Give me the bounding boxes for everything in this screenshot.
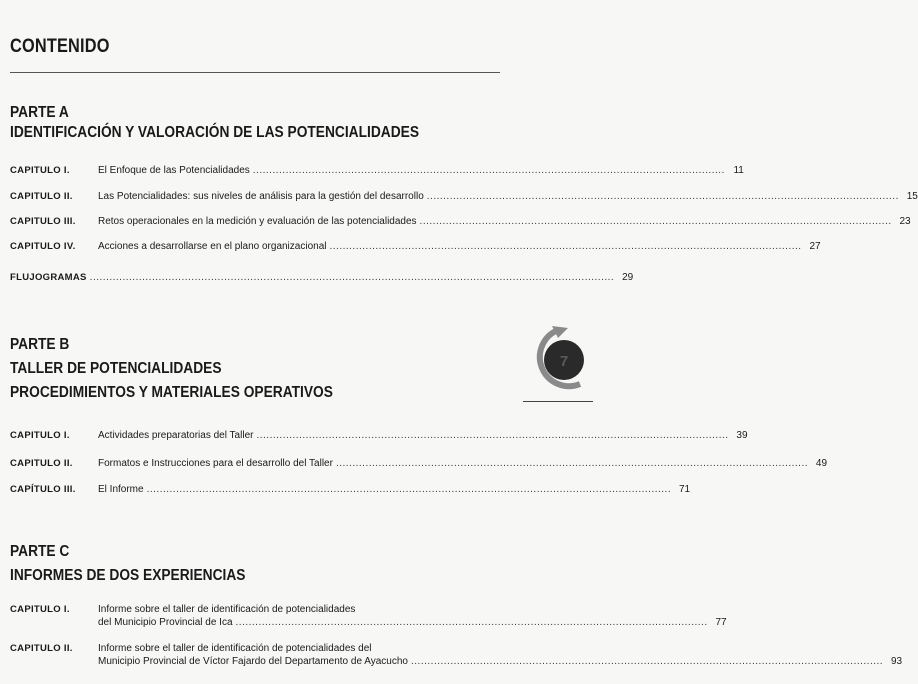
dot-leader: ................................................................................................................................................: [335, 458, 809, 469]
entry-title: Las Potencialidades: sus niveles de análisis para la gestión del desarrollo: [98, 191, 424, 202]
toc-entry[interactable]: [10, 215, 911, 228]
entry-label: CAPITULO III.: [10, 216, 76, 227]
dot-leader: ................................................................................................................................................: [252, 165, 725, 176]
toc-entry[interactable]: [10, 457, 828, 470]
entry-title: Retos operacionales en la medición y evaluación de las potencialidades: [98, 216, 417, 227]
dot-leader: ................................................................................................................................................................: [89, 272, 615, 283]
part-b-subtitle: PROCEDIMIENTOS Y MATERIALES OPERATIVOS: [10, 384, 333, 401]
entry-title-line1: Informe sobre el taller de identificación de potencialidades: [98, 604, 356, 615]
dot-leader: ................................................................................................................................................: [256, 430, 729, 441]
toc-entry[interactable]: [10, 603, 727, 629]
dot-leader: ................................................................................................................................................: [329, 241, 802, 252]
entry-label: CAPITULO I.: [10, 604, 70, 615]
entry-label: CAPITULO IV.: [10, 241, 76, 252]
toc-entry[interactable]: [10, 429, 748, 442]
entry-title: El Informe: [98, 484, 144, 495]
dot-leader: ................................................................................................................................................: [235, 617, 708, 628]
badge-number: 7: [559, 353, 569, 370]
toc-entry[interactable]: [10, 190, 918, 203]
entry-title: El Enfoque de las Potencialidades: [98, 165, 250, 176]
part-a-title: IDENTIFICACIÓN Y VALORACIÓN DE LAS POTENCIALIDADES: [10, 124, 420, 141]
dot-leader: ................................................................................................................................................: [411, 656, 884, 667]
entry-label: CAPITULO I.: [10, 430, 70, 441]
entry-page: 29: [622, 272, 634, 283]
entry-label: CAPITULO II.: [10, 191, 73, 202]
dot-leader: ................................................................................................................................................................: [146, 484, 672, 495]
toc-entry[interactable]: [10, 164, 744, 177]
part-a-heading: PARTE A: [10, 104, 69, 121]
entry-page: 71: [678, 484, 691, 495]
page-number-badge: [528, 322, 592, 400]
entry-page: 49: [815, 458, 828, 469]
title-rule: [10, 72, 500, 73]
entry-page: 15: [906, 191, 918, 202]
dot-leader: ................................................................................................................................................: [426, 191, 899, 202]
toc-entry[interactable]: [10, 271, 634, 284]
entry-title-line1: Informe sobre el taller de identificación de potencialidades del: [98, 643, 372, 654]
entry-label: CAPÍTULO III.: [10, 484, 76, 495]
entry-page: 93: [890, 656, 903, 667]
entry-page: 77: [715, 617, 727, 628]
part-c-heading: PARTE C: [10, 543, 70, 560]
entry-page: 11: [733, 165, 744, 176]
entry-label: FLUJOGRAMAS: [10, 272, 87, 283]
toc-entry[interactable]: [10, 240, 821, 253]
entry-title-line2: del Municipio Provincial de Ica: [98, 617, 233, 628]
page-title: CONTENIDO: [10, 36, 110, 57]
entry-page: 27: [809, 241, 821, 252]
entry-title: Actividades preparatorias del Taller: [98, 430, 254, 441]
dot-leader: ................................................................................................................................................: [419, 216, 892, 227]
toc-entry[interactable]: [10, 483, 691, 496]
entry-page: 23: [899, 216, 911, 227]
entry-label: CAPITULO II.: [10, 458, 73, 469]
part-b-title: TALLER DE POTENCIALIDADES: [10, 360, 222, 377]
entry-label: CAPITULO I.: [10, 165, 70, 176]
entry-title: Acciones a desarrollarse en el plano organizacional: [98, 241, 327, 252]
part-c-title: INFORMES DE DOS EXPERIENCIAS: [10, 567, 246, 584]
entry-page: 39: [736, 430, 748, 441]
entry-title-line2: Municipio Provincial de Víctor Fajardo del Departamento de Ayacucho: [98, 656, 408, 667]
entry-label: CAPITULO II.: [10, 643, 73, 654]
toc-entry[interactable]: [10, 642, 903, 668]
badge-rule: [523, 401, 593, 402]
part-b-heading: PARTE B: [10, 336, 70, 353]
entry-title: Formatos e Instrucciones para el desarrollo del Taller: [98, 458, 333, 469]
